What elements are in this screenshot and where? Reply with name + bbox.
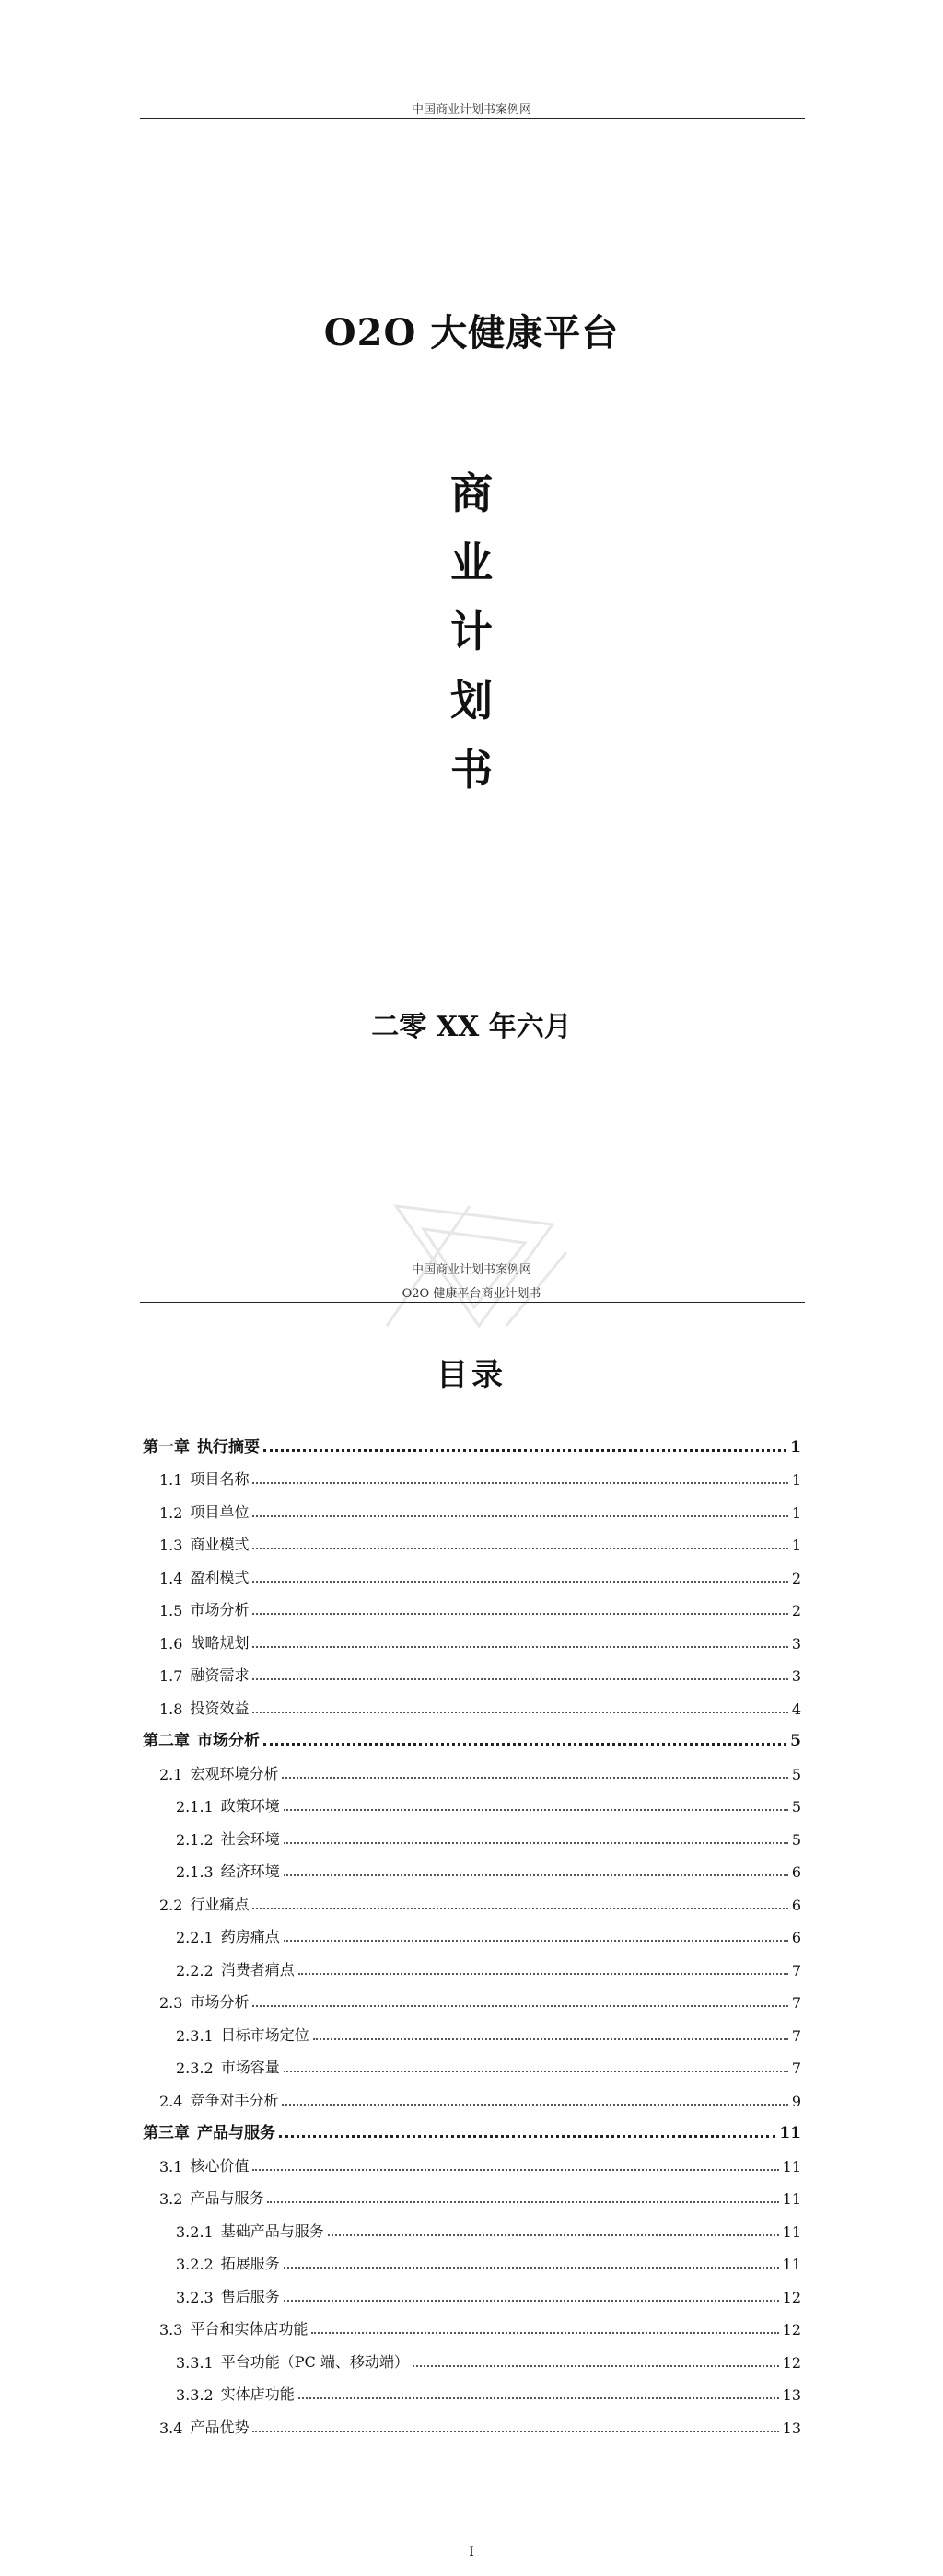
toc-leader-dots [252,2004,787,2007]
toc-entry-page: 5 [791,1798,801,1816]
toc-entry-title: 平台功能（PC 端、移动端） [220,2352,409,2371]
toc-entry-title: 产品与服务 [190,2189,264,2207]
toc-entry-title: 商业模式 [190,1536,250,1553]
toc-leader-dots [328,2234,779,2236]
toc-entry-number: 3.2.2 [176,2256,214,2273]
toc-entry[interactable] [143,1881,801,1914]
toc-entry-title: 消费者痛点 [220,1960,295,1978]
toc-entry-number: 3.3 [159,2321,183,2338]
toc-entry[interactable] [143,1489,801,1522]
toc-entry-page: 1 [791,1537,801,1554]
toc-entry[interactable] [143,2045,801,2078]
toc-leader-dots [252,1514,787,1517]
toc-entry-page: 7 [791,1961,801,1979]
toc-leader-dots [284,2070,788,2072]
header-rule [140,118,805,119]
header-rule-2 [140,1302,805,1303]
toc-entry-page: 12 [782,2288,801,2306]
toc-entry[interactable] [143,1619,801,1653]
cover-date: 二零 XX 年六月 [371,1011,572,1043]
toc-entry[interactable] [143,1783,801,1816]
toc-entry-number: 3.3.1 [176,2353,214,2372]
toc-leader-dots [252,2430,778,2432]
toc-entry-number: 3.4 [159,2419,183,2437]
toc-entry-number: 第三章 [143,2124,190,2142]
toc-entry-number: 第二章 [143,1732,190,1750]
toc-leader-dots [284,1874,788,1876]
toc-leader-dots [413,2364,779,2367]
toc-entry-number: 2.1.3 [176,1863,214,1881]
toc-entry-page: 5 [790,1732,801,1750]
toc-entry[interactable] [143,2338,801,2372]
toc-entry-title: 经济环境 [220,1862,280,1880]
toc-leader-dots [252,1547,787,1549]
toc-leader-dots [252,1481,787,1484]
toc-entry-number: 2.2.2 [176,1961,214,1979]
toc-entry-title: 战略规划 [190,1633,250,1652]
toc-entry-title: 拓展服务 [220,2255,280,2272]
toc-entry[interactable] [143,1587,801,1620]
toc-entry-title: 竞争对手分析 [190,2091,279,2109]
toc-entry[interactable] [143,2012,801,2045]
toc-entry[interactable] [143,1554,801,1587]
toc-entry[interactable] [143,1849,801,1882]
toc-entry[interactable] [143,2372,801,2405]
toc-entry-page: 13 [782,2419,801,2437]
doc-type-char-2: 业 [450,538,493,587]
toc-entry-page: 7 [791,2026,801,2045]
toc-entry-title: 社会环境 [220,1829,280,1848]
toc-entry-title: 基础产品与服务 [220,2222,324,2240]
toc-entry-page: 13 [782,2386,801,2404]
toc-leader-dots [313,2037,788,2040]
toc-entry-number: 1.4 [159,1569,183,1587]
toc-entry-page: 5 [791,1765,801,1783]
page-number: I [469,2545,474,2559]
toc-entry[interactable] [143,1816,801,1849]
page-header-doc: O2O 健康平台商业计划书 [402,1287,541,1301]
page-footer-site: 中国商业计划书案例网 [411,1263,531,1277]
toc-entry[interactable] [143,1718,801,1751]
toc-page [0,1267,943,2576]
toc-entry-page: 2 [791,1602,801,1619]
document-title: O2O 大健康平台 [323,311,620,354]
toc-entry[interactable] [143,2142,801,2176]
toc-entry-page: 7 [791,2060,801,2077]
toc-entry[interactable] [143,1914,801,1947]
toc-entry-title: 行业痛点 [190,1895,250,1913]
toc-entry-number: 2.4 [159,2092,183,2110]
toc-entry-number: 1.5 [159,1602,183,1619]
toc-entry-title: 目标市场定位 [220,2025,309,2044]
toc-entry-page: 6 [791,1896,801,1914]
toc-leader-dots [252,2168,778,2171]
toc-entry-title: 平台和实体店功能 [190,2320,309,2338]
toc-leader-dots [282,2103,787,2106]
toc-entry-title: 融资需求 [190,1666,250,1684]
toc-entry-title: 投资效益 [190,1699,250,1717]
toc-entry-title: 药房痛点 [220,1928,280,1945]
toc-entry[interactable] [143,2404,801,2437]
toc-entry-title: 产品与服务 [197,2124,275,2142]
toc-entry-title: 市场分析 [190,1601,250,1619]
toc-entry-number: 2.1 [159,1765,183,1783]
toc-entry-number: 2.1.1 [176,1798,214,1816]
toc-entry-number: 1.3 [159,1537,183,1554]
toc-entry-page: 12 [782,2353,801,2372]
toc-entry-number: 2.3.1 [176,2026,214,2045]
toc-entry-page: 1 [791,1471,801,1489]
toc-entry[interactable] [143,1946,801,1979]
toc-entry-number: 1.1 [159,1471,183,1489]
toc-title: 目录 [437,1357,506,1394]
toc-entry[interactable] [143,2110,801,2143]
toc-entry-page: 5 [791,1830,801,1849]
toc-entry-page: 1 [790,1437,801,1456]
toc-entry-number: 3.2 [159,2190,183,2208]
toc-entry-number: 3.2.1 [176,2222,214,2241]
toc-entry[interactable] [143,1979,801,2013]
toc-leader-dots [267,2200,778,2203]
toc-entry[interactable] [143,2306,801,2339]
toc-leader-dots [284,1841,788,1844]
doc-type-char-3: 计 [450,607,493,656]
toc-entry[interactable] [143,2208,801,2241]
toc-entry-number: 3.3.2 [176,2386,214,2404]
doc-type-char-5: 书 [450,745,493,795]
toc-entry-number: 1.8 [159,1700,183,1718]
toc-entry-title: 市场分析 [197,1732,260,1750]
toc-entry-number: 3.2.3 [176,2288,214,2306]
toc-entry[interactable] [143,1685,801,1718]
toc-entry-number: 2.3.2 [176,2060,214,2077]
toc-entry-page: 7 [791,1994,801,2012]
toc-leader-dots [263,1448,786,1452]
toc-leader-dots [298,2396,779,2399]
toc-entry[interactable] [143,1522,801,1555]
doc-type-char-1: 商 [450,469,493,518]
toc-entry-title: 实体店功能 [220,2385,295,2403]
toc-entry-number: 第一章 [143,1437,190,1456]
page-header-site: 中国商业计划书案例网 [411,103,531,117]
toc-entry[interactable] [143,1423,801,1456]
toc-entry-title: 项目名称 [190,1470,250,1488]
toc-entry-title: 市场分析 [190,1993,250,2011]
toc-entry-title: 执行摘要 [197,1437,260,1456]
toc-entry-page: 3 [791,1667,801,1685]
toc-entry[interactable] [143,1750,801,1783]
toc-entry-title: 售后服务 [220,2287,280,2305]
toc-entry-title: 项目单位 [190,1503,250,1521]
toc-entry-number: 2.2 [159,1896,183,1914]
toc-leader-dots [284,1808,788,1811]
toc-leader-dots [298,1972,788,1975]
doc-type-char-4: 划 [450,676,493,725]
toc-entry[interactable] [143,2077,801,2110]
toc-entry-page: 2 [791,1569,801,1587]
toc-entry-page: 1 [791,1503,801,1522]
toc-entry[interactable] [143,2241,801,2274]
toc-leader-dots [284,2266,779,2269]
toc-leader-dots [311,2331,778,2334]
toc-entry-page: 11 [782,2190,801,2208]
toc-entry-title: 产品优势 [190,2418,250,2436]
toc-entry[interactable] [143,2273,801,2306]
toc-leader-dots [252,1645,787,1648]
toc-entry-number: 3.1 [159,2157,183,2176]
toc-leader-dots [252,1711,787,1713]
toc-entry-page: 11 [782,2157,801,2176]
toc-entry-page: 6 [791,1863,801,1881]
toc-entry-title: 核心价值 [190,2156,250,2175]
toc-entry-page: 4 [791,1700,801,1718]
toc-leader-dots [263,1742,786,1746]
toc-entry-number: 2.3 [159,1994,183,2012]
toc-leader-dots [284,2299,779,2302]
toc-leader-dots [252,1612,787,1615]
toc-leader-dots [279,2134,775,2138]
toc-entry-number: 1.2 [159,1503,183,1522]
toc-entry-number: 2.2.1 [176,1929,214,1946]
toc-entry-number: 2.1.2 [176,1830,214,1849]
toc-leader-dots [252,1677,787,1680]
toc-entry[interactable] [143,2176,801,2209]
toc-entry-page: 11 [782,2222,801,2241]
toc-entry-page: 11 [782,2256,801,2273]
cover-page [0,0,943,1277]
toc-entry-title: 宏观环境分析 [190,1764,279,1782]
toc-entry-title: 市场容量 [220,2059,280,2076]
toc-leader-dots [252,1580,787,1583]
toc-entry-page: 9 [791,2092,801,2110]
toc-entry-number: 1.7 [159,1667,183,1685]
toc-entry[interactable] [143,1653,801,1686]
toc-leader-dots [282,1776,787,1779]
toc-entry-page: 3 [791,1634,801,1653]
toc-entry-title: 政策环境 [220,1797,280,1815]
toc-entry-title: 盈利模式 [190,1568,250,1586]
toc-entry-page: 11 [779,2124,801,2142]
toc-entry-page: 12 [782,2321,801,2338]
toc-entry-page: 6 [791,1929,801,1946]
toc-entry[interactable] [143,1456,801,1490]
toc-leader-dots [284,1939,788,1942]
table-of-contents [143,1423,801,2437]
toc-leader-dots [252,1907,787,1909]
toc-entry-number: 1.6 [159,1634,183,1653]
